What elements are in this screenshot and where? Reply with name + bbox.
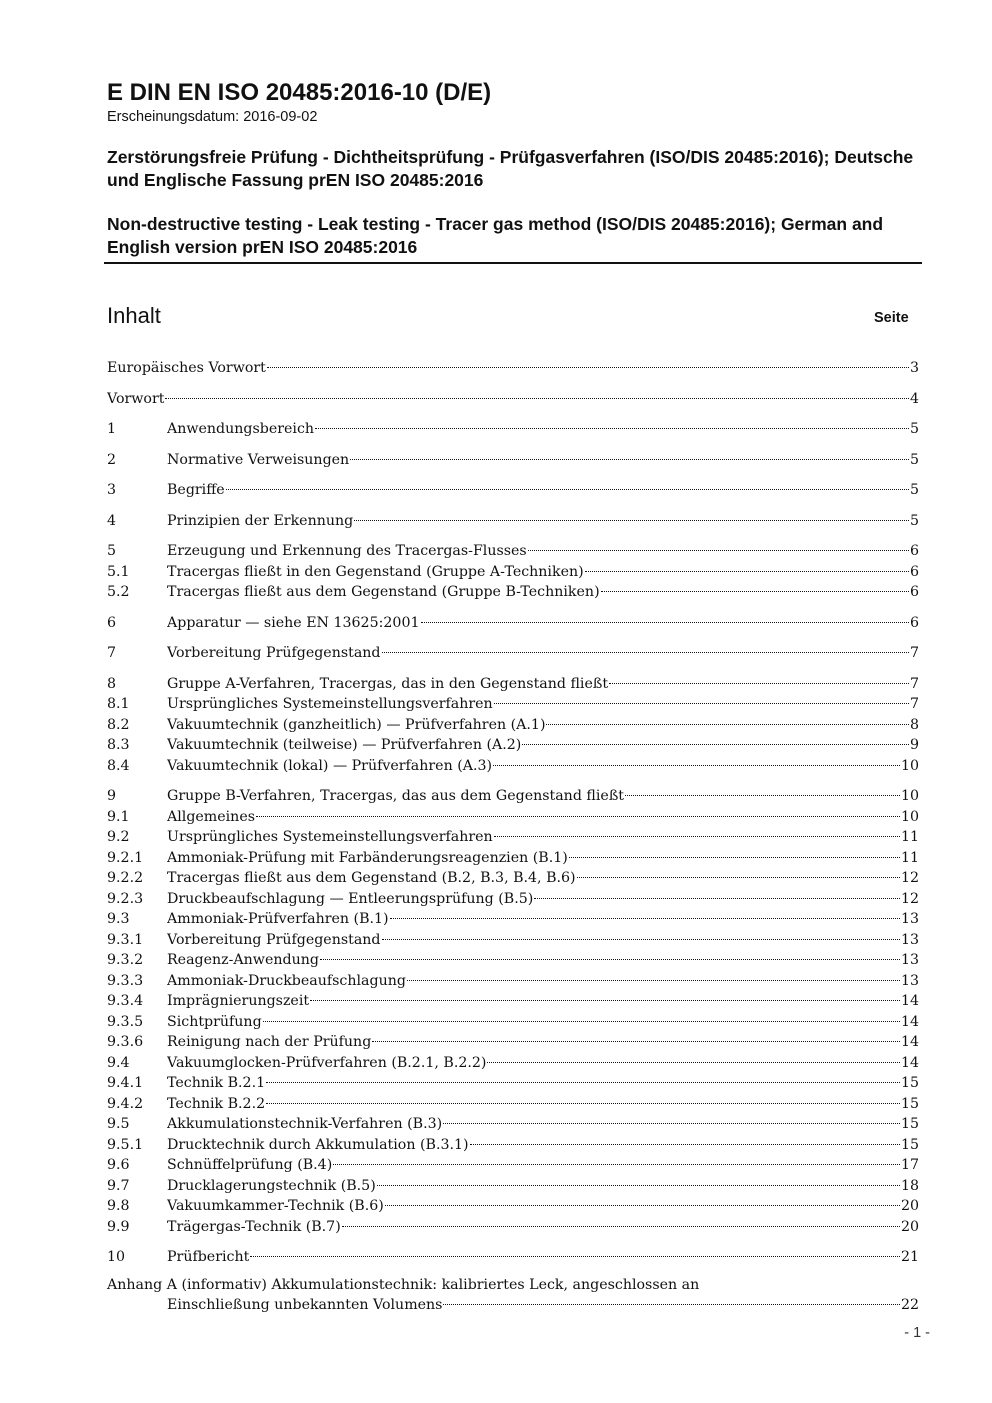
toc-dot-leader [443, 1304, 899, 1305]
toc-dot-leader [266, 1103, 900, 1104]
toc-dot-leader [267, 367, 909, 368]
toc-dot-leader [494, 703, 909, 704]
toc-entry-title: Drucklagerungstechnik (B.5) [167, 1177, 376, 1194]
toc-annex-entry[interactable] [107, 1295, 919, 1316]
toc-entry-page: 14 [900, 1013, 919, 1030]
toc-entry-page: 20 [900, 1218, 919, 1235]
toc-entry-page: 17 [900, 1157, 919, 1173]
toc-entry-page: 6 [909, 584, 919, 600]
toc-entry-page: 14 [900, 1034, 919, 1050]
toc-entry-title: Drucktechnik durch Akkumulation (B.3.1) [167, 1136, 469, 1153]
toc-entry-number: 8.3 [107, 737, 130, 753]
toc-entry-title: Reagenz-Anwendung [167, 952, 319, 968]
toc-entry-page: 15 [900, 1075, 919, 1091]
toc-entry-page: 15 [900, 1136, 919, 1153]
toc-entry-page: 11 [900, 829, 919, 845]
toc-entry-number: 5 [107, 543, 117, 559]
toc-entry-title: Vorwort [107, 390, 165, 407]
toc-entry-page: 14 [900, 1054, 919, 1071]
toc-entry-number: 9.1 [107, 808, 130, 825]
toc-entry-number: 9.3.4 [107, 993, 144, 1009]
toc-entry[interactable] [107, 1155, 919, 1176]
toc-entry-title: Apparatur — siehe EN 13625:2001 [167, 614, 420, 631]
toc-entry-title: Prüfbericht [167, 1249, 250, 1265]
toc-entry-page: 6 [909, 543, 919, 559]
toc-entry[interactable] [107, 1247, 919, 1268]
toc-entry[interactable] [107, 786, 919, 807]
toc-entry-page: 10 [900, 788, 919, 804]
toc-entry-page: 5 [909, 512, 919, 529]
toc-entry-title: Technik B.2.1 [167, 1075, 266, 1091]
toc-entry-page: 4 [909, 390, 919, 407]
toc-dot-leader [534, 898, 900, 899]
toc-dot-leader [585, 571, 909, 572]
toc-annex-title-line1[interactable]: Anhang A (informativ) Akkumulationstechnik: kalibriertes Leck, angeschlossen an [107, 1276, 700, 1293]
toc-dot-leader [601, 591, 909, 592]
toc-entry[interactable] [107, 511, 919, 532]
toc-entry[interactable] [107, 889, 919, 910]
toc-entry[interactable] [107, 991, 919, 1012]
toc-entry[interactable] [107, 643, 919, 664]
toc-entry-page: 15 [900, 1095, 919, 1112]
toc-entry-title: Technik B.2.2 [167, 1095, 266, 1112]
toc-entry-number: 3 [107, 482, 117, 498]
toc-entry-page: 7 [909, 645, 919, 661]
header-divider [104, 262, 922, 264]
toc-entry-title: Sichtprüfung [167, 1013, 262, 1030]
toc-entry-title: Prinzipien der Erkennung [167, 512, 354, 529]
toc-dot-leader [354, 520, 909, 521]
toc-dot-leader [350, 459, 909, 460]
toc-dot-leader [263, 1021, 900, 1022]
toc-entry[interactable] [107, 909, 919, 930]
toc-annex-page: 22 [900, 1297, 919, 1313]
toc-entry-page: 14 [900, 993, 919, 1009]
toc-entry-number: 9.3 [107, 911, 130, 927]
toc-entry-number: 2 [107, 451, 117, 468]
toc-dot-leader [443, 1123, 900, 1124]
toc-dot-leader [377, 1185, 900, 1186]
toc-entry-page: 7 [909, 696, 919, 712]
toc-entry-number: 1 [107, 421, 117, 437]
toc-entry-page: 21 [900, 1249, 919, 1265]
toc-entry-title: Vakuumkammer-Technik (B.6) [167, 1198, 384, 1214]
toc-entry-page: 13 [900, 931, 919, 948]
toc-entry-page: 10 [900, 808, 919, 825]
toc-entry-title: Vakuumtechnik (teilweise) — Prüfverfahren (A.2) [167, 737, 522, 753]
toc-entry-page: 12 [900, 870, 919, 886]
toc-dot-leader [372, 1041, 900, 1042]
toc-entry[interactable] [107, 389, 919, 410]
title-german: Zerstörungsfreie Prüfung - Dichtheitsprüfung - Prüfgasverfahren (ISO/DIS 20485:2016); Deutsche und Englische Fassung prEN ISO 20485:2016 [107, 147, 914, 190]
toc-heading: Inhalt [107, 303, 161, 328]
toc-entry-number: 8.4 [107, 757, 130, 774]
toc-entry-page: 6 [909, 563, 919, 580]
toc-dot-leader [494, 836, 900, 837]
toc-entry[interactable] [107, 1032, 919, 1053]
toc-dot-leader [569, 857, 900, 858]
toc-entry-number: 9.2.3 [107, 890, 144, 907]
toc-entry[interactable] [107, 480, 919, 501]
toc-entry-number: 9.2.2 [107, 870, 144, 886]
toc-entry[interactable] [107, 694, 919, 715]
toc-dot-leader [609, 683, 909, 684]
toc-entry-number: 9.9 [107, 1218, 130, 1235]
toc-dot-leader [165, 398, 909, 399]
toc-dot-leader [256, 816, 900, 817]
toc-entry[interactable] [107, 562, 919, 583]
toc-entry-number: 7 [107, 645, 117, 661]
toc-entry[interactable] [107, 1094, 919, 1115]
toc-entry[interactable] [107, 971, 919, 992]
toc-dot-leader [421, 622, 909, 623]
toc-entry-number: 9.2 [107, 829, 130, 845]
toc-entry-page: 10 [900, 757, 919, 774]
toc-entry-page: 7 [909, 675, 919, 692]
toc-dot-leader [522, 744, 909, 745]
toc-dot-leader [385, 1205, 900, 1206]
toc-entry-page: 13 [900, 952, 919, 968]
toc-entry-title: Vakuumglocken-Prüfverfahren (B.2.1, B.2.2) [167, 1054, 487, 1071]
toc-entry-page: 9 [909, 737, 919, 753]
toc-entry-title: Tracergas fließt aus dem Gegenstand (B.2, B.3, B.4, B.6) [167, 870, 576, 886]
toc-entry-page: 5 [909, 451, 919, 468]
toc-entry-page: 12 [900, 890, 919, 907]
table-of-contents [107, 358, 919, 1316]
toc-entry-title: Imprägnierungszeit [167, 993, 310, 1009]
toc-entry-title: Ammoniak-Prüfverfahren (B.1) [167, 911, 389, 927]
toc-entry-title: Akkumulationstechnik-Verfahren (B.3) [167, 1116, 443, 1132]
toc-entry-title: Ammoniak-Prüfung mit Farbänderungsreagenzien (B.1) [167, 849, 568, 866]
document-header [107, 78, 922, 259]
toc-entry-number: 9.3.3 [107, 972, 144, 989]
toc-entry-number: 9.4 [107, 1054, 130, 1071]
toc-entry[interactable] [107, 1135, 919, 1156]
toc-entry-number: 4 [107, 512, 117, 529]
toc-entry-title: Schnüffelprüfung (B.4) [167, 1157, 333, 1173]
toc-entry-number: 5.2 [107, 584, 130, 600]
toc-dot-leader [382, 939, 900, 940]
toc-entry-page: 13 [900, 911, 919, 927]
toc-dot-leader [528, 550, 909, 551]
toc-entry[interactable] [107, 950, 919, 971]
toc-dot-leader [390, 918, 900, 919]
toc-dot-leader [625, 795, 900, 796]
toc-entry-number: 9.5 [107, 1116, 130, 1132]
toc-entry-page: 15 [900, 1116, 919, 1132]
toc-entry-number: 5.1 [107, 563, 130, 580]
toc-entry-page: 11 [900, 849, 919, 866]
toc-entry[interactable] [107, 715, 919, 736]
toc-entry-number: 9.3.2 [107, 952, 144, 968]
toc-entry-number: 10 [107, 1249, 126, 1265]
toc-dot-leader [470, 1144, 900, 1145]
toc-entry-title: Ursprüngliches Systemeinstellungsverfahren [167, 829, 493, 845]
toc-entry-title: Vorbereitung Prüfgegenstand [167, 931, 381, 948]
toc-entry-page: 13 [900, 972, 919, 989]
toc-dot-leader [315, 428, 909, 429]
document-id: E DIN EN ISO 20485:2016-10 (D/E) [107, 79, 492, 106]
toc-entry-number: 9.3.6 [107, 1034, 144, 1050]
toc-entry-title: Ammoniak-Druckbeaufschlagung [167, 972, 406, 989]
toc-entry[interactable] [107, 827, 919, 848]
toc-entry[interactable] [107, 358, 919, 379]
toc-dot-leader [342, 1226, 900, 1227]
toc-dot-leader [266, 1082, 900, 1083]
toc-entry-title: Begriffe [167, 482, 225, 498]
toc-entry-number: 9 [107, 788, 117, 804]
toc-entry-page: 6 [909, 614, 919, 631]
toc-entry-number: 8.2 [107, 716, 130, 733]
toc-entry-number: 9.3.1 [107, 931, 144, 948]
toc-entry-number: 9.2.1 [107, 849, 144, 866]
toc-entry[interactable] [107, 1073, 919, 1094]
toc-entry[interactable] [107, 1012, 919, 1033]
toc-entry[interactable] [107, 930, 919, 951]
toc-entry[interactable] [107, 1176, 919, 1197]
toc-dot-leader [407, 980, 900, 981]
toc-entry-number: 6 [107, 614, 117, 631]
toc-entry-page: 18 [900, 1177, 919, 1194]
toc-dot-leader [487, 1062, 900, 1063]
toc-entry-number: 9.4.2 [107, 1095, 144, 1112]
toc-entry[interactable] [107, 1196, 919, 1217]
publication-date: Erscheinungsdatum: 2016-09-02 [107, 109, 318, 125]
toc-entry-title: Gruppe A-Verfahren, Tracergas, das in den Gegenstand fließt [167, 675, 609, 692]
toc-entry-page: 5 [909, 421, 919, 437]
toc-entry-number: 9.4.1 [107, 1075, 144, 1091]
toc-entry[interactable] [107, 735, 919, 756]
toc-entry-title: Tracergas fließt aus dem Gegenstand (Gruppe B-Techniken) [167, 584, 600, 600]
toc-entry[interactable] [107, 450, 919, 471]
toc-entry-title: Vakuumtechnik (ganzheitlich) — Prüfverfahren (A.1) [167, 716, 546, 733]
toc-entry-title: Vakuumtechnik (lokal) — Prüfverfahren (A.3) [167, 757, 493, 774]
toc-annex-title-line2: Einschließung unbekannten Volumens [167, 1297, 443, 1313]
toc-entry-title: Gruppe B-Verfahren, Tracergas, das aus dem Gegenstand fließt [167, 788, 624, 804]
toc-entry-title: Reinigung nach der Prüfung [167, 1034, 372, 1050]
toc-entry[interactable] [107, 1217, 919, 1238]
toc-page-label: Seite [874, 310, 909, 326]
toc-entry-title: Ursprüngliches Systemeinstellungsverfahren [167, 696, 493, 712]
toc-dot-leader [546, 724, 908, 725]
toc-entry[interactable] [107, 1053, 919, 1074]
toc-dot-leader [382, 652, 909, 653]
toc-dot-leader [320, 959, 900, 960]
toc-dot-leader [493, 765, 900, 766]
toc-entry[interactable] [107, 1114, 919, 1135]
toc-entry[interactable] [107, 541, 919, 562]
toc-entry[interactable] [107, 613, 919, 634]
toc-entry-title: Anwendungsbereich [167, 421, 315, 437]
toc-entry[interactable] [107, 582, 919, 603]
toc-entry-title: Allgemeines [167, 808, 255, 825]
toc-entry[interactable] [107, 848, 919, 869]
toc-entry-number: 9.5.1 [107, 1136, 144, 1153]
toc-dot-leader [310, 1000, 900, 1001]
toc-entry-number: 8.1 [107, 696, 130, 712]
toc-dot-leader [250, 1256, 900, 1257]
toc-dot-leader [577, 877, 900, 878]
toc-entry-number: 9.6 [107, 1157, 130, 1173]
toc-entry-page: 8 [909, 716, 919, 733]
toc-entry-title: Europäisches Vorwort [107, 360, 266, 376]
page-number: - 1 - [904, 1325, 930, 1341]
toc-entry-title: Erzeugung und Erkennung des Tracergas-Flusses [167, 543, 527, 559]
toc-entry-title: Tracergas fließt in den Gegenstand (Gruppe A-Techniken) [167, 563, 584, 580]
title-english: Non-destructive testing - Leak testing - Tracer gas method (ISO/DIS 20485:2016); German and English version prEN ISO 20485:2016 [107, 214, 884, 257]
toc-entry-title: Druckbeaufschlagung — Entleerungsprüfung (B.5) [167, 890, 534, 907]
toc-dot-leader [333, 1164, 900, 1165]
toc-entry[interactable] [107, 868, 919, 889]
toc-entry-title: Normative Verweisungen [167, 451, 350, 468]
toc-entry-page: 3 [909, 360, 919, 376]
toc-dot-leader [226, 489, 909, 490]
toc-entry[interactable] [107, 756, 919, 777]
toc-entry[interactable] [107, 807, 919, 828]
toc-entry-page: 20 [900, 1198, 919, 1214]
toc-entry-number: 9.3.5 [107, 1013, 144, 1030]
toc-entry-number: 9.7 [107, 1177, 130, 1194]
toc-entry-title: Trägergas-Technik (B.7) [167, 1218, 341, 1235]
toc-entry-number: 9.8 [107, 1198, 130, 1214]
toc-entry[interactable] [107, 419, 919, 440]
toc-entry-page: 5 [909, 482, 919, 498]
toc-entry-title: Vorbereitung Prüfgegenstand [167, 645, 381, 661]
toc-entry-number: 8 [107, 675, 117, 692]
toc-entry[interactable] [107, 674, 919, 695]
